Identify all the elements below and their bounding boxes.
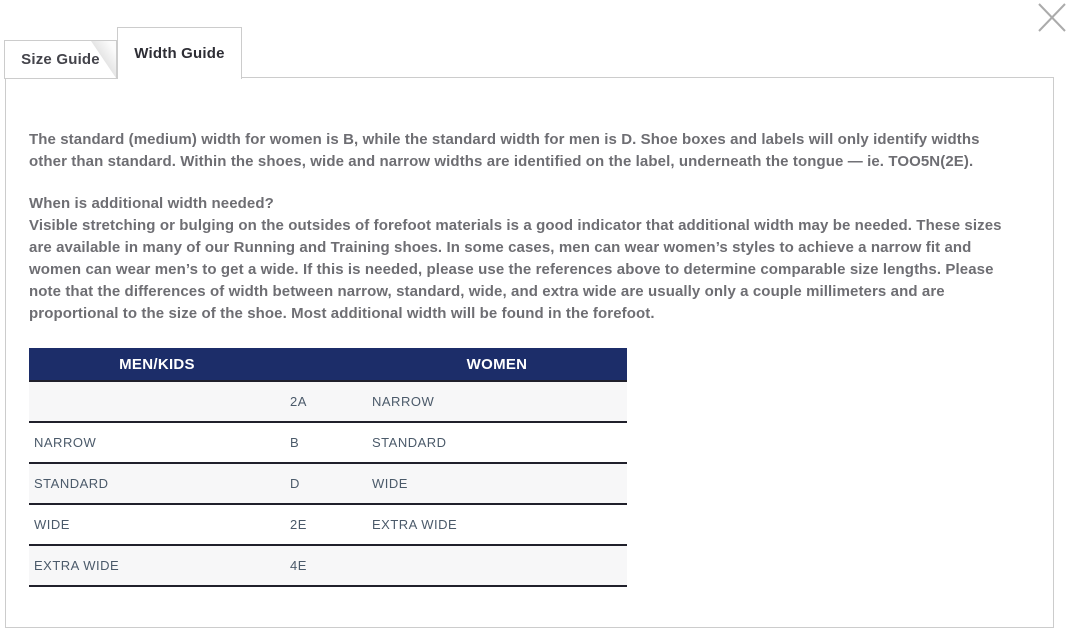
table-cell: EXTRA WIDE	[34, 558, 120, 573]
table-cell: NARROW	[372, 394, 435, 409]
header-cell-mid	[285, 348, 367, 381]
table-cell	[29, 381, 285, 422]
additional-width-section	[29, 193, 1013, 325]
table-cell: B	[290, 435, 300, 450]
table-cell: STANDARD	[372, 435, 447, 450]
width-guide-panel	[5, 77, 1054, 628]
table-cell: 2A	[290, 394, 307, 409]
header-cell-women: WOMEN	[367, 348, 627, 381]
table-cell: NARROW	[34, 435, 97, 450]
table-cell: 4E	[290, 558, 307, 573]
tab-width-guide-label: Width Guide	[134, 45, 225, 62]
width-intro-paragraph: The standard (medium) width for women is B, while the standard width for men is D. Shoe boxes and labels will only identify widths other than standard. Within the shoes, wide and narrow widths are identified on the label, underneath the tongue — ie. TOO5N(2E).	[29, 131, 980, 170]
header-cell-men-kids: MEN/KIDS	[29, 348, 285, 381]
table-cell	[367, 545, 627, 586]
table-cell: 2E	[290, 517, 307, 532]
table-cell: WIDE	[372, 476, 408, 491]
table-row	[29, 463, 627, 504]
additional-width-body: Visible stretching or bulging on the outsides of forefoot materials is a good indicator that additional width may be needed. These sizes are available in many of our Running and Training shoes. In some cases, men can wear women’s styles to achieve a narrow fit and women can wear men’s to get a wide. If this is needed, please use the references above to determine comparable size lengths. Please note that the differences of width between narrow, standard, wide, and extra wide are usually only a couple millimeters and are proportional to the size of the shoe. Most additional width will be found in the forefoot.	[29, 217, 1002, 322]
width-table	[29, 348, 627, 587]
table-row	[29, 545, 627, 586]
table-cell: WIDE	[34, 517, 70, 532]
close-button[interactable]	[1036, 2, 1068, 34]
table-row	[29, 422, 627, 463]
tab-size-guide[interactable]	[4, 40, 117, 79]
table-row	[29, 504, 627, 545]
tab-width-guide[interactable]	[117, 27, 242, 79]
close-icon	[1036, 2, 1068, 34]
table-cell: D	[290, 476, 300, 491]
table-row	[29, 381, 627, 422]
additional-width-heading: When is additional width needed?	[29, 195, 274, 212]
tab-size-guide-label: Size Guide	[21, 51, 100, 68]
width-table-header-row	[29, 348, 627, 381]
table-cell: EXTRA WIDE	[372, 517, 458, 532]
table-cell: STANDARD	[34, 476, 109, 491]
